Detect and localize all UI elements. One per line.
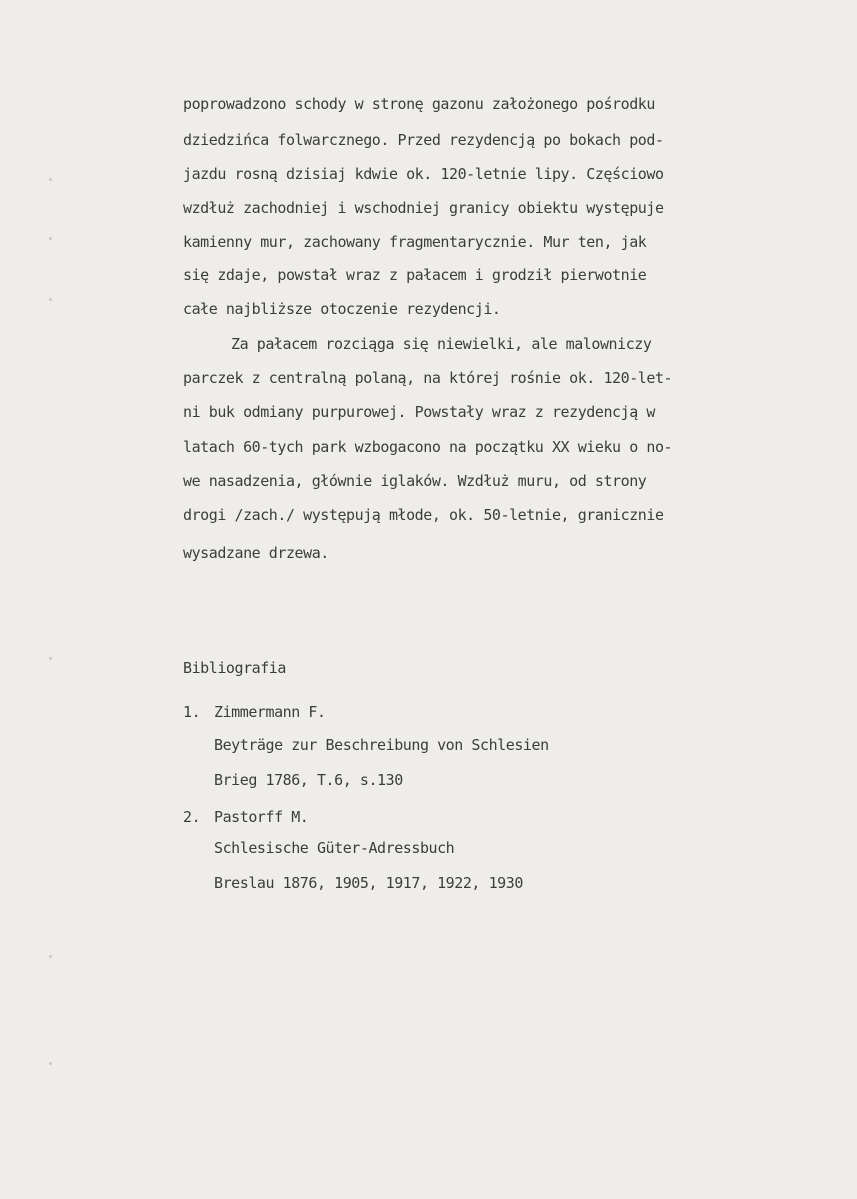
punch-hole-mark [49,298,52,301]
punch-hole-mark [49,178,52,181]
punch-hole-mark [49,1062,52,1065]
bibliography-item-author: Pastorff M. [214,808,309,826]
text-line: drogi /zach./ występują młode, ok. 50-letnie, granicznie [183,506,664,524]
punch-hole-mark [49,955,52,958]
text-line: ni buk odmiany purpurowej. Powstały wraz z rezydencją w [183,403,655,421]
text-line: wysadzane drzewa. [183,544,329,562]
bibliography-item-number: 2. [183,808,201,826]
text-line: dziedzińca folwarcznego. Przed rezydencją po bokach pod- [183,131,664,149]
text-line: kamienny mur, zachowany fragmentarycznie. Mur ten, jak [183,233,647,251]
text-line: parczek z centralną polaną, na której rośnie ok. 120-let- [183,369,673,387]
text-line: jazdu rosną dzisiaj kdwie ok. 120-letnie lipy. Częściowo [183,165,664,183]
text-line: we nasadzenia, głównie iglaków. Wzdłuż muru, od strony [183,472,647,490]
punch-hole-mark [49,237,52,240]
text-line: się zdaje, powstał wraz z pałacem i grodził pierwotnie [183,266,647,284]
bibliography-item-details: Brieg 1786, T.6, s.130 [214,771,403,789]
text-line: wzdłuż zachodniej i wschodniej granicy obiektu występuje [183,199,664,217]
bibliography-item-title: Beyträge zur Beschreibung von Schlesien [214,736,549,754]
bibliography-item-author: Zimmermann F. [214,703,326,721]
text-line: poprowadzono schody w stronę gazonu założonego pośrodku [183,95,655,113]
bibliography-item-number: 1. [183,703,201,721]
bibliography-item-details: Breslau 1876, 1905, 1917, 1922, 1930 [214,874,523,892]
text-line: latach 60-tych park wzbogacono na początku XX wieku o no- [183,438,673,456]
punch-hole-mark [49,657,52,660]
bibliography-item-title: Schlesische Güter-Adressbuch [214,839,455,857]
text-line: całe najbliższe otoczenie rezydencji. [183,300,501,318]
bibliography-heading: Bibliografia [183,659,286,677]
text-line: Za pałacem rozciąga się niewielki, ale malowniczy [231,335,652,353]
